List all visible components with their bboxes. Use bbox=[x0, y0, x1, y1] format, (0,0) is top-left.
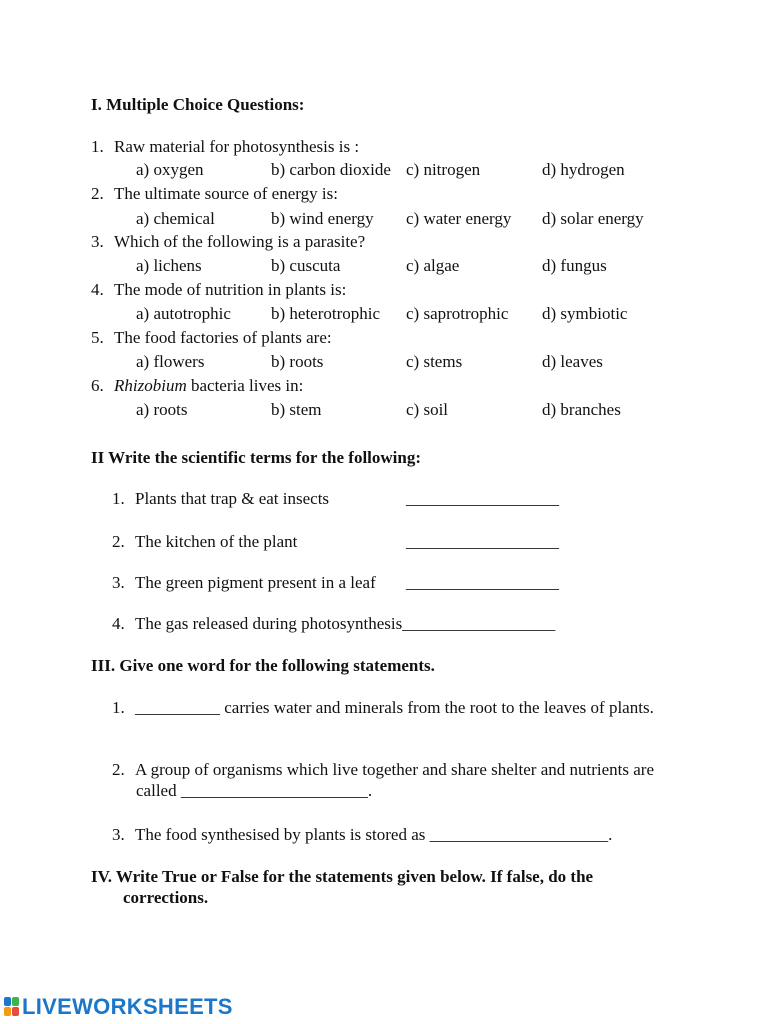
question-number: 5. bbox=[91, 328, 104, 347]
item-number: 1. bbox=[112, 489, 125, 508]
item-number: 4. bbox=[112, 614, 125, 633]
option-b: b) cuscuta bbox=[271, 256, 341, 275]
question-number: 2. bbox=[91, 184, 104, 203]
option-d: d) leaves bbox=[542, 352, 603, 371]
question-text: bacteria lives in: bbox=[186, 376, 304, 395]
item-number: 2. bbox=[112, 760, 125, 779]
term-item-2 bbox=[112, 532, 297, 552]
section-2-heading: II Write the scientific terms for the following: bbox=[91, 448, 422, 467]
item-text: The kitchen of the plant bbox=[135, 532, 298, 551]
option-a: a) lichens bbox=[136, 256, 202, 275]
option-c: c) nitrogen bbox=[406, 160, 481, 179]
option-d: d) fungus bbox=[542, 256, 607, 275]
logo-icon bbox=[4, 997, 20, 1017]
option-d: d) solar energy bbox=[542, 209, 644, 228]
item-number: 1. bbox=[112, 698, 125, 717]
option-a: a) roots bbox=[136, 400, 188, 419]
option-a: a) autotrophic bbox=[136, 304, 231, 323]
question-5 bbox=[91, 328, 332, 348]
option-d: d) hydrogen bbox=[542, 160, 625, 179]
section-1-heading: I. Multiple Choice Questions: bbox=[91, 95, 305, 114]
question-1 bbox=[91, 137, 359, 157]
item-text: The green pigment present in a leaf bbox=[135, 573, 376, 592]
question-number: 4. bbox=[91, 280, 104, 299]
question-text: Which of the following is a parasite? bbox=[114, 232, 366, 251]
answer-blank[interactable]: __________________ bbox=[406, 532, 559, 551]
option-d: d) branches bbox=[542, 400, 621, 419]
option-c: c) algae bbox=[406, 256, 460, 275]
option-c: c) stems bbox=[406, 352, 463, 371]
section-4-heading: IV. Write True or False for the statements given below. If false, do the bbox=[91, 867, 594, 886]
word-item-3 bbox=[112, 825, 612, 845]
question-number: 3. bbox=[91, 232, 104, 251]
section-4-heading-continued: corrections. bbox=[123, 888, 209, 907]
question-number: 6. bbox=[91, 376, 104, 395]
section-3-heading: III. Give one word for the following statements. bbox=[91, 656, 435, 675]
option-c: c) water energy bbox=[406, 209, 512, 228]
item-text: The food synthesised by plants is stored as _____________________. bbox=[135, 825, 613, 844]
term-item-1 bbox=[112, 489, 329, 509]
option-a: a) chemical bbox=[136, 209, 215, 228]
question-text: Raw material for photosynthesis is : bbox=[114, 137, 360, 156]
option-c: c) soil bbox=[406, 400, 449, 419]
term-item-4 bbox=[112, 614, 555, 634]
question-text: The mode of nutrition in plants is: bbox=[114, 280, 347, 299]
item-text: The gas released during photosynthesis__________________ bbox=[135, 614, 556, 633]
option-d: d) symbiotic bbox=[542, 304, 628, 323]
question-text: The food factories of plants are: bbox=[114, 328, 332, 347]
option-b: b) wind energy bbox=[271, 209, 374, 228]
item-number: 2. bbox=[112, 532, 125, 551]
word-item-1 bbox=[112, 698, 654, 718]
answer-blank[interactable]: __________________ bbox=[406, 489, 559, 508]
answer-blank[interactable]: __________________ bbox=[406, 573, 559, 592]
option-b: b) heterotrophic bbox=[271, 304, 381, 323]
question-2 bbox=[91, 184, 338, 204]
item-number: 3. bbox=[112, 825, 125, 844]
option-b: b) carbon dioxide bbox=[271, 160, 391, 179]
option-b: b) stem bbox=[271, 400, 322, 419]
question-number: 1. bbox=[91, 137, 104, 156]
word-item-2 bbox=[112, 760, 654, 780]
option-c: c) saprotrophic bbox=[406, 304, 509, 323]
item-text: Plants that trap & eat insects bbox=[135, 489, 330, 508]
option-b: b) roots bbox=[271, 352, 324, 371]
question-text: The ultimate source of energy is: bbox=[114, 184, 338, 203]
item-text: __________ carries water and minerals from the root to the leaves of plants. bbox=[135, 698, 654, 717]
option-a: a) flowers bbox=[136, 352, 205, 371]
item-text-continued: called ______________________. bbox=[136, 781, 373, 800]
question-3 bbox=[91, 232, 365, 252]
liveworksheets-logo bbox=[4, 994, 233, 1020]
option-a: a) oxygen bbox=[136, 160, 204, 179]
logo-text: LIVEWORKSHEETS bbox=[22, 994, 233, 1019]
item-number: 3. bbox=[112, 573, 125, 592]
question-6 bbox=[91, 376, 303, 396]
item-text: A group of organisms which live together and share shelter and nutrients are bbox=[135, 760, 654, 779]
term-item-3 bbox=[112, 573, 376, 593]
question-4 bbox=[91, 280, 346, 300]
question-text-italic: Rhizobium bbox=[114, 376, 187, 395]
